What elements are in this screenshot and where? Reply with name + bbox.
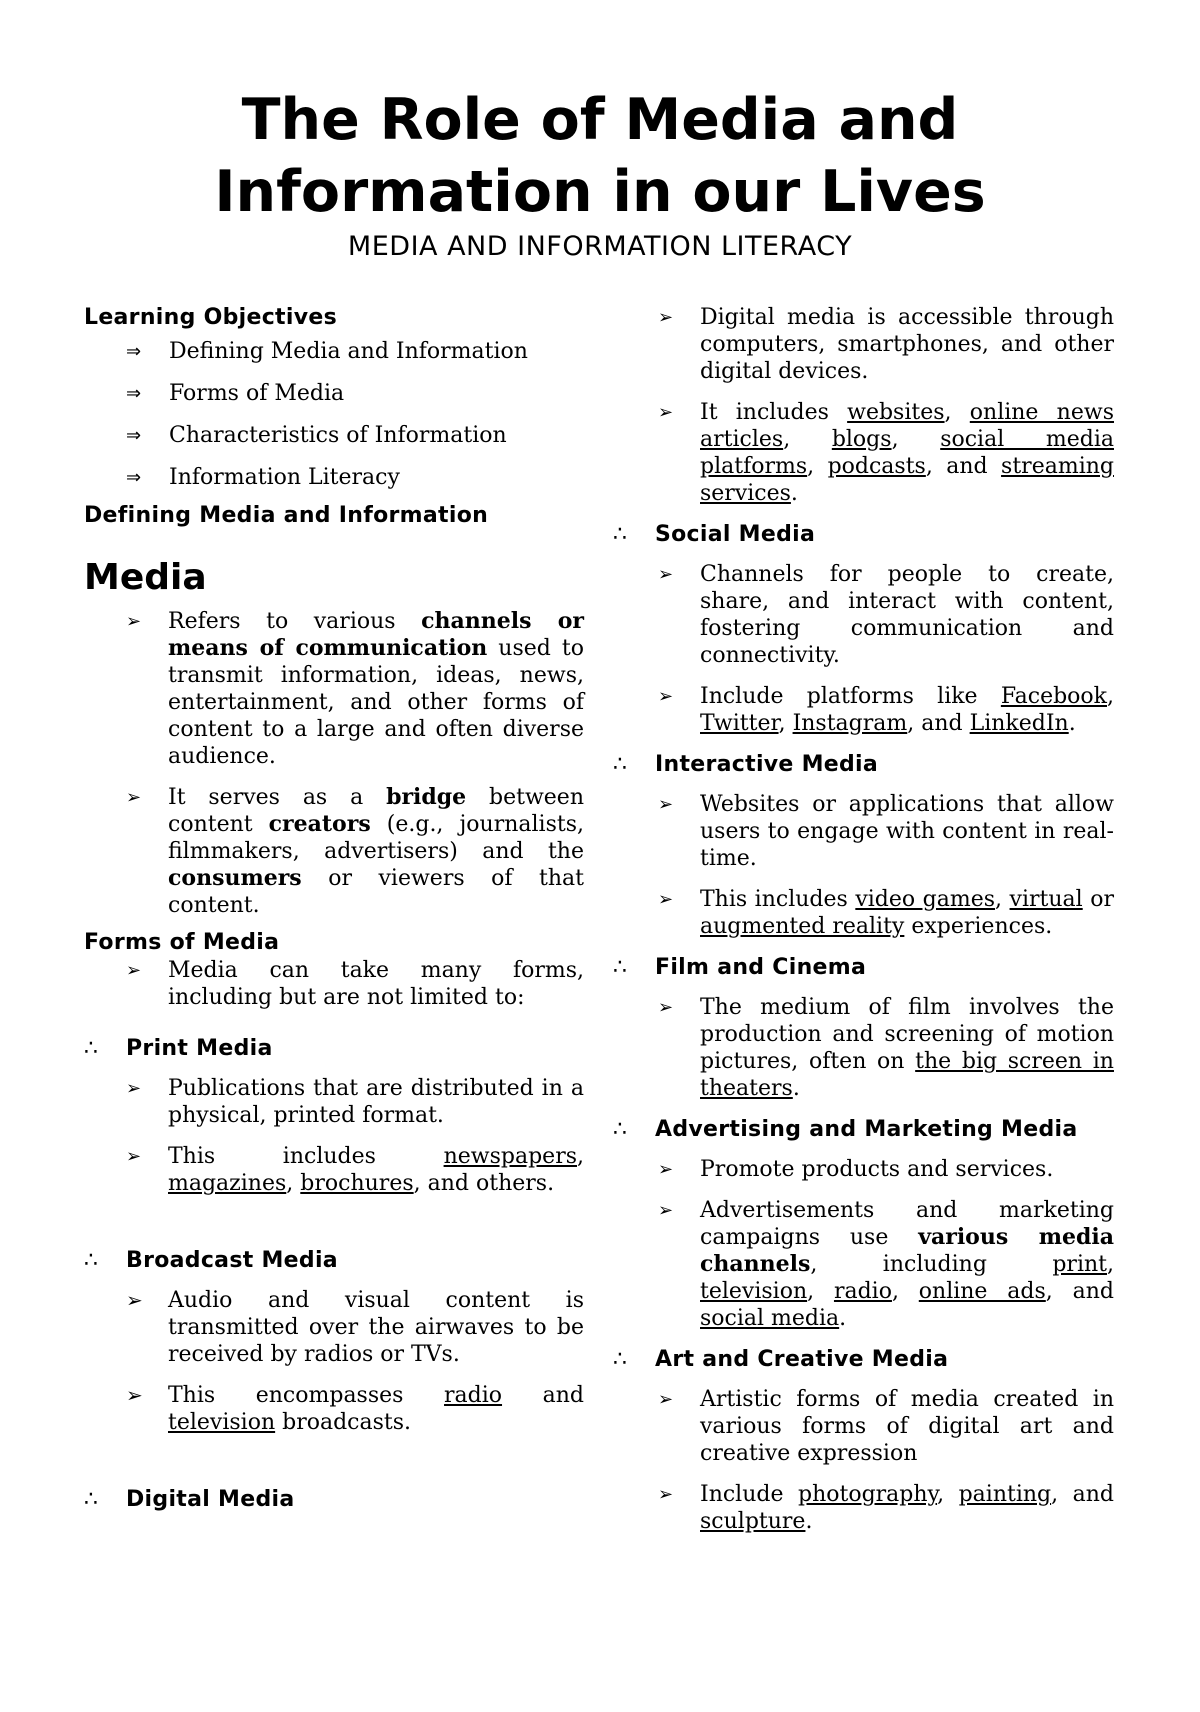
digital-media-heading: ∴ Digital Media bbox=[84, 1487, 295, 1512]
list-item: ➢ This encompasses radio and television broadcasts. bbox=[126, 1383, 584, 1435]
advertising-marketing-heading: ∴ Advertising and Marketing Media bbox=[613, 1117, 1078, 1142]
learning-objectives-heading: Learning Objectives bbox=[84, 305, 337, 330]
list-item: ➢ This includes video games, virtual or augmented reality experiences. bbox=[658, 887, 1114, 939]
arrowhead-bullet-icon: ➢ bbox=[658, 307, 674, 328]
title-line-2: Information in our Lives bbox=[214, 159, 986, 225]
list-item: ➢ It includes websites, online news articles, blogs, social media platforms, podcasts, and streaming services. bbox=[658, 400, 1114, 506]
document-title bbox=[0, 84, 1200, 228]
arrowhead-bullet-icon: ➢ bbox=[658, 1200, 674, 1221]
list-item: ➢ Audio and visual content is transmitted over the airwaves to be received by radios or TVs. bbox=[126, 1288, 584, 1367]
list-item: ➢ Websites or applications that allow users to engage with content in real-time. bbox=[658, 792, 1114, 871]
forms-bullets bbox=[84, 957, 584, 1011]
list-item: ➢ Digital media is accessible through computers, smartphones, and other digital devices. bbox=[658, 305, 1114, 384]
list-item: ➢ It serves as a bridge between content creators (e.g., journalists, filmmakers, advertisers) and the consumers or viewers of that content. bbox=[126, 784, 584, 918]
arrowhead-bullet-icon: ➢ bbox=[658, 686, 674, 707]
film-cinema-bullets bbox=[613, 994, 1114, 1102]
interactive-media-bullets bbox=[613, 791, 1114, 940]
list-item: ➢ Promote products and services. bbox=[658, 1157, 1054, 1182]
arrowhead-bullet-icon: ➢ bbox=[126, 787, 142, 808]
list-item: ➢ The medium of film involves the production and screening of motion pictures, often on the big screen in theaters. bbox=[658, 995, 1114, 1101]
arrowhead-bullet-icon: ➢ bbox=[126, 1078, 142, 1099]
defining-heading: Defining Media and Information bbox=[84, 503, 489, 528]
arrowhead-bullet-icon: ➢ bbox=[658, 997, 674, 1018]
list-item: ➢ Include photography, painting, and sculpture. bbox=[658, 1482, 1114, 1534]
social-media-bullets bbox=[613, 561, 1114, 737]
interactive-media-heading: ∴ Interactive Media bbox=[613, 752, 879, 777]
list-item: ⇒ Defining Media and Information bbox=[126, 339, 528, 364]
list-item: ⇒ Forms of Media bbox=[126, 381, 345, 406]
print-media-bullets bbox=[84, 1075, 584, 1197]
arrowhead-bullet-icon: ➢ bbox=[126, 960, 142, 981]
therefore-icon: ∴ bbox=[84, 1487, 99, 1512]
list-item: ⇒ Characteristics of Information bbox=[126, 423, 507, 448]
arrowhead-bullet-icon: ➢ bbox=[658, 794, 674, 815]
document-subtitle: MEDIA AND INFORMATION LITERACY bbox=[347, 231, 853, 262]
list-item: ➢ Refers to various channels or means of communication used to transmit information, ideas, news, entertainment, and other forms of content to a large and often diverse audience. bbox=[126, 608, 584, 769]
list-item: ➢ This includes newspapers, magazines, brochures, and others. bbox=[126, 1144, 584, 1196]
film-cinema-heading: ∴ Film and Cinema bbox=[613, 955, 867, 980]
therefore-icon: ∴ bbox=[613, 1347, 628, 1372]
list-item: ➢ Media can take many forms, including but are not limited to: bbox=[126, 958, 584, 1010]
therefore-icon: ∴ bbox=[613, 1117, 628, 1142]
list-item: ➢ Publications that are distributed in a physical, printed format. bbox=[126, 1076, 584, 1128]
double-arrow-icon: ⇒ bbox=[126, 467, 142, 488]
digital-media-bullets bbox=[613, 304, 1114, 507]
left-column bbox=[84, 304, 584, 1526]
arrowhead-bullet-icon: ➢ bbox=[658, 564, 674, 585]
list-item: ➢ Include platforms like Facebook, Twitter, Instagram, and LinkedIn. bbox=[658, 684, 1114, 736]
therefore-icon: ∴ bbox=[84, 1036, 99, 1061]
objectives-list bbox=[84, 338, 584, 492]
double-arrow-icon: ⇒ bbox=[126, 383, 142, 404]
broadcast-media-bullets bbox=[84, 1287, 584, 1436]
art-creative-heading: ∴ Art and Creative Media bbox=[613, 1347, 949, 1372]
double-arrow-icon: ⇒ bbox=[126, 425, 142, 446]
right-column bbox=[613, 304, 1114, 1549]
arrowhead-bullet-icon: ➢ bbox=[126, 611, 142, 632]
list-item: ➢ Advertisements and marketing campaigns use various media channels, including print, television, radio, online ads, and social media. bbox=[658, 1198, 1114, 1331]
double-arrow-icon: ⇒ bbox=[126, 341, 142, 362]
arrowhead-bullet-icon: ➢ bbox=[126, 1383, 143, 1407]
arrowhead-bullet-icon: ➢ bbox=[658, 1484, 674, 1505]
media-heading: Media bbox=[84, 557, 207, 598]
list-item: ➢ Artistic forms of media created in various forms of digital art and creative expression bbox=[658, 1387, 1114, 1466]
advertising-marketing-bullets bbox=[613, 1156, 1114, 1332]
list-item: ➢ Channels for people to create, share, and interact with content, fostering communication and connectivity. bbox=[658, 562, 1114, 668]
broadcast-media-heading: ∴ Broadcast Media bbox=[84, 1248, 338, 1273]
arrowhead-bullet-icon: ➢ bbox=[658, 402, 674, 423]
therefore-icon: ∴ bbox=[613, 522, 628, 547]
therefore-icon: ∴ bbox=[84, 1248, 99, 1273]
therefore-icon: ∴ bbox=[613, 752, 628, 777]
document-header bbox=[0, 84, 1200, 264]
arrowhead-bullet-icon: ➢ bbox=[126, 1288, 143, 1312]
arrowhead-bullet-icon: ➢ bbox=[658, 889, 674, 910]
media-bullets bbox=[84, 608, 584, 919]
list-item: ⇒ Information Literacy bbox=[126, 465, 400, 490]
arrowhead-bullet-icon: ➢ bbox=[658, 1389, 674, 1410]
forms-heading: Forms of Media bbox=[84, 930, 280, 955]
art-creative-bullets bbox=[613, 1386, 1114, 1535]
print-media-heading: ∴ Print Media bbox=[84, 1036, 273, 1061]
arrowhead-bullet-icon: ➢ bbox=[658, 1159, 674, 1180]
arrowhead-bullet-icon: ➢ bbox=[126, 1146, 142, 1167]
social-media-heading: ∴ Social Media bbox=[613, 522, 816, 547]
therefore-icon: ∴ bbox=[613, 955, 628, 980]
title-line-1: The Role of Media and bbox=[241, 87, 959, 153]
